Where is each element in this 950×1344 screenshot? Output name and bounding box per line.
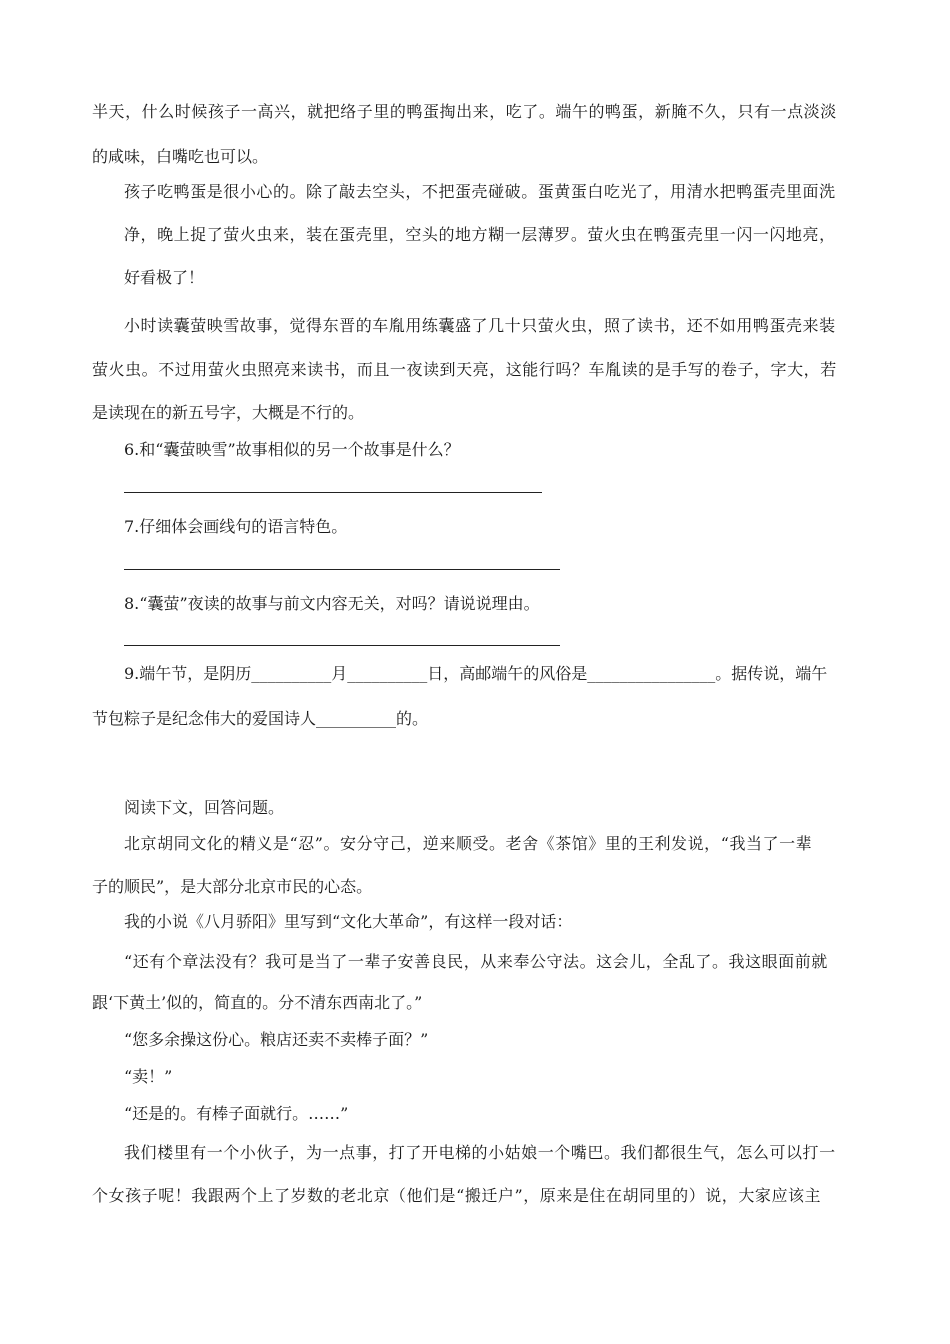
answer-line-8 — [124, 645, 560, 646]
text-line: 北京胡同文化的精义是“忍”。安分守己，逆来顺受。老舍《茶馆》里的王利发说，“我当了一辈 — [124, 834, 813, 853]
text-line: 好看极了！ — [124, 268, 205, 287]
text-line: “还是的。有棒子面就行。……” — [124, 1104, 349, 1123]
question-9: 9.端午节，是阴历__________月__________日，高邮端午的风俗是________________。据传说，端午 — [124, 664, 828, 683]
text-line: 的咸味，白嘴吃也可以。 — [92, 147, 269, 166]
text-line: 个女孩子呢！我跟两个上了岁数的老北京（他们是“搬迁户”，原来是住在胡同里的）说，大家应该主 — [92, 1186, 822, 1205]
text-line: 我们楼里有一个小伙子，为一点事，打了开电梯的小姑娘一个嘴巴。我们都很生气，怎么可以打一 — [124, 1143, 836, 1162]
text-line: 净，晚上捉了萤火虫来，装在蛋壳里，空头的地方糊一层薄罗。萤火虫在鸭蛋壳里一闪一闪地亮， — [124, 225, 836, 244]
text-line: 是读现在的新五号字，大概是不行的。 — [92, 403, 365, 422]
text-line: “您多余操这份心。粮店还卖不卖棒子面？” — [124, 1030, 429, 1049]
text-line: 萤火虫。不过用萤火虫照亮来读书，而且一夜读到天亮，这能行吗？车胤读的是手写的卷子，字大，若 — [92, 360, 837, 379]
text-line: “卖！” — [124, 1067, 173, 1086]
question-6: 6.和“囊萤映雪”故事相似的另一个故事是什么？ — [124, 440, 460, 459]
text-line: 节包粽子是纪念伟大的爱国诗人__________的。 — [92, 709, 429, 728]
text-line: 孩子吃鸭蛋是很小心的。除了敲去空头，不把蛋壳碰破。蛋黄蛋白吃光了，用清水把鸭蛋壳里面洗 — [124, 182, 836, 201]
text-line: 子的顺民”，是大部分北京市民的心态。 — [92, 877, 373, 896]
text-line: 半天，什么时候孩子一高兴，就把络子里的鸭蛋掏出来，吃了。端午的鸭蛋，新腌不久，只有一点淡淡 — [92, 102, 837, 121]
text-line: 跟‘下黄土’似的，简直的。分不清东西南北了。” — [92, 993, 423, 1012]
answer-line-7 — [124, 569, 560, 570]
text-line: 小时读囊萤映雪故事，觉得东晋的车胤用练囊盛了几十只萤火虫，照了读书，还不如用鸭蛋壳来装 — [124, 316, 836, 335]
text-line: “还有个章法没有？我可是当了一辈子安善良民，从来奉公守法。这会儿，全乱了。我这眼面前就 — [124, 952, 828, 971]
question-7: 7.仔细体会画线句的语言特色。 — [124, 517, 348, 536]
question-8: 8.“囊萤”夜读的故事与前文内容无关，对吗？请说说理由。 — [124, 594, 540, 613]
answer-line-6 — [124, 492, 542, 493]
text-line: 我的小说《八月骄阳》里写到“文化大革命”，有这样一段对话： — [124, 912, 573, 931]
section-instruction: 阅读下文，回答问题。 — [124, 798, 285, 817]
